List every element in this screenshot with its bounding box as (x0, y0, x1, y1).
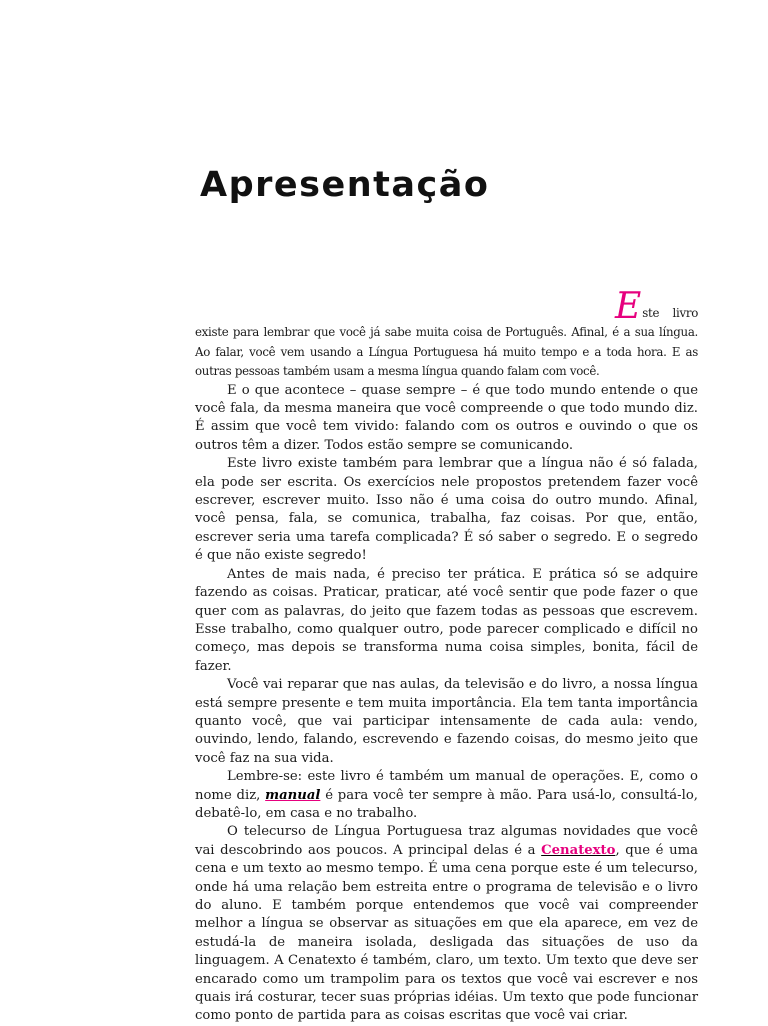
paragraph-3: Este livro existe também para lembrar que a língua não é só falada, ela pode ser escrita. Os exercícios nele propostos pretendem fazer você escrever, escrever muito. Isso não é uma coisa do outro mundo. Afinal, você pensa, fala, se comunica, trabalha, faz coisas. Por que, então, escrever seria uma tarefa complicada? É só saber o segredo. E o segredo é que não existe segredo! (195, 456, 698, 564)
paragraph-7-text-b: , que é uma cena e um texto ao mesmo tempo. É uma cena porque este é um telecurso, onde há uma relação bem estreita entre o programa de televisão e o livro do aluno. E também porque entendemos que você vai compreender melhor a língua se observar as situações em que ela aparece, em vez de estudá-la de maneira isolada, desligada das situações de uso da linguagem. A Cenatexto é também, claro, um texto. Um texto que deve ser encarado como um trampolim para os textos que você vai escrever e nos quais irá costurar, tecer suas próprias idéias. Um texto que pode funcionar como ponto de partida para as coisas escritas que você vai criar. (195, 842, 698, 1024)
body-text (195, 286, 698, 1026)
keyword-cenatexto: Cenatexto (541, 842, 616, 858)
paragraph-1 (195, 286, 698, 382)
paragraph-1-text: ste livro existe para lembrar que você já sabe muita coisa de Português. Afinal, é a sua língua. Ao falar, você vem usando a Língua Portuguesa há muito tempo e a toda hora. E as outras pessoas também usam a mesma língua quando falam com você. (195, 306, 698, 379)
paragraph-6-text-b: é para você ter sempre à mão. Para usá-lo, consultá-lo, debatê-lo, em casa e no trabalho. (195, 787, 698, 821)
keyword-manual: manual (265, 787, 321, 803)
page-title: Apresentação (200, 165, 490, 205)
paragraph-2: E o que acontece – quase sempre – é que todo mundo entende o que você fala, da mesma maneira que você compreende o que todo mundo diz. É assim que você tem vivido: falando com os outros e ouvindo o que os outros têm a dizer. Todos estão sempre se comunicando. (195, 382, 698, 453)
paragraph-5: Você vai reparar que nas aulas, da televisão e do livro, a nossa língua está sempre presente e tem muita importância. Ela tem tanta importância quanto você, que vai participar intensamente de cada aula: vendo, ouvindo, lendo, falando, escrevendo e fazendo coisas, do mesmo jeito que você faz na sua vida. (195, 677, 698, 766)
paragraph-4: Antes de mais nada, é preciso ter prática. E prática só se adquire fazendo as coisas. Praticar, praticar, até você sentir que pode fazer o que quer com as palavras, do jeito que fazem todas as pessoas que escrevem. Esse trabalho, como qualquer outro, pode parecer complicado e difícil no começo, mas depois se transforma numa coisa simples, bonita, fácil de fazer. (195, 566, 698, 674)
paragraph-7-text-a: O telecurso de Língua Portuguesa traz algumas novidades que você vai descobrindo aos poucos. A principal delas é a (195, 824, 698, 858)
drop-cap: E (615, 286, 642, 327)
paragraph-6-text-a: Lembre-se: este livro é também um manual de operações. E, como o nome diz, (195, 769, 698, 803)
paragraph-6 (195, 768, 698, 823)
paragraph-7 (195, 823, 698, 1025)
